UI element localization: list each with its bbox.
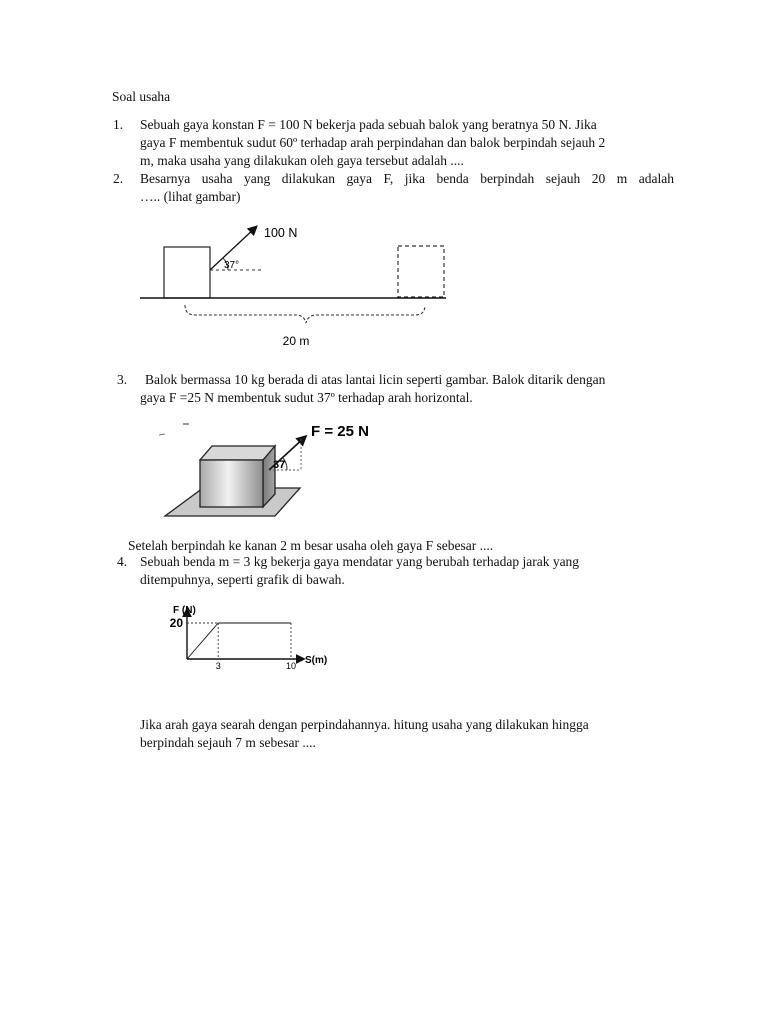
block-initial xyxy=(164,247,210,298)
question-4-prompt-line: berpindah sejauh 7 m sebesar .... xyxy=(140,735,316,750)
force-distance-graph xyxy=(165,598,345,678)
block-final xyxy=(398,246,444,297)
question-number: 3. xyxy=(117,372,128,387)
series-segment xyxy=(187,623,218,659)
question-number: 1. xyxy=(113,117,124,132)
question-4-prompt-line: Jika arah gaya searah dengan perpindahannya. hitung usaha yang dilakukan hingga xyxy=(140,717,589,732)
question-text-line: Balok bermassa 10 kg berada di atas lantai licin seperti gambar. Balok ditarik dengan xyxy=(145,372,606,387)
small-dash-mark xyxy=(159,434,165,435)
force-label: 100 N xyxy=(264,226,298,240)
question-text-line: m, maka usaha yang dilakukan oleh gaya tersebut adalah .... xyxy=(140,153,464,168)
block-top-face xyxy=(200,446,275,460)
question-text-line: Sebuah gaya konstan F = 100 N bekerja pada sebuah balok yang beratnya 50 N. Jika xyxy=(140,117,597,132)
block-on-floor-figure xyxy=(155,412,395,524)
x-axis-label: S(m) xyxy=(305,655,328,666)
y-axis-label: F (N) xyxy=(173,605,196,616)
distance-brace xyxy=(185,305,425,323)
y-tick-label: 20 xyxy=(169,616,183,630)
question-3-prompt: Setelah berpindah ke kanan 2 m besar usaha oleh gaya F sebesar .... xyxy=(128,538,494,553)
distance-label: 20 m xyxy=(282,334,310,348)
angle-label: 37 xyxy=(273,459,286,471)
question-number: 2. xyxy=(113,171,124,186)
work-diagram-figure xyxy=(130,215,460,355)
question-text-line: gaya F membentuk sudut 60º terhadap arah perpindahan dan balok berpindah sejauh 2 xyxy=(140,135,606,150)
page-title: Soal usaha xyxy=(112,89,171,104)
question-text-line: ….. (lihat gambar) xyxy=(140,189,241,204)
question-text-line: ditempuhnya, seperti grafik di bawah. xyxy=(140,572,345,587)
question-text-line: Sebuah benda m = 3 kg bekerja gaya mendatar yang berubah terhadap jarak yang xyxy=(140,554,580,569)
question-text-line: gaya F =25 N membentuk sudut 37º terhadap arah horizontal. xyxy=(140,390,473,405)
angle-label: 37° xyxy=(224,260,240,271)
block-front-face xyxy=(200,460,263,507)
x-tick-label: 10 xyxy=(285,661,297,671)
force-label: F = 25 N xyxy=(311,423,369,440)
question-text-line: Besarnya usaha yang dilakukan gaya F, jika benda berpindah sejauh 20 m adalah xyxy=(140,171,674,186)
question-number: 4. xyxy=(117,554,128,569)
x-tick-label: 3 xyxy=(215,661,221,671)
